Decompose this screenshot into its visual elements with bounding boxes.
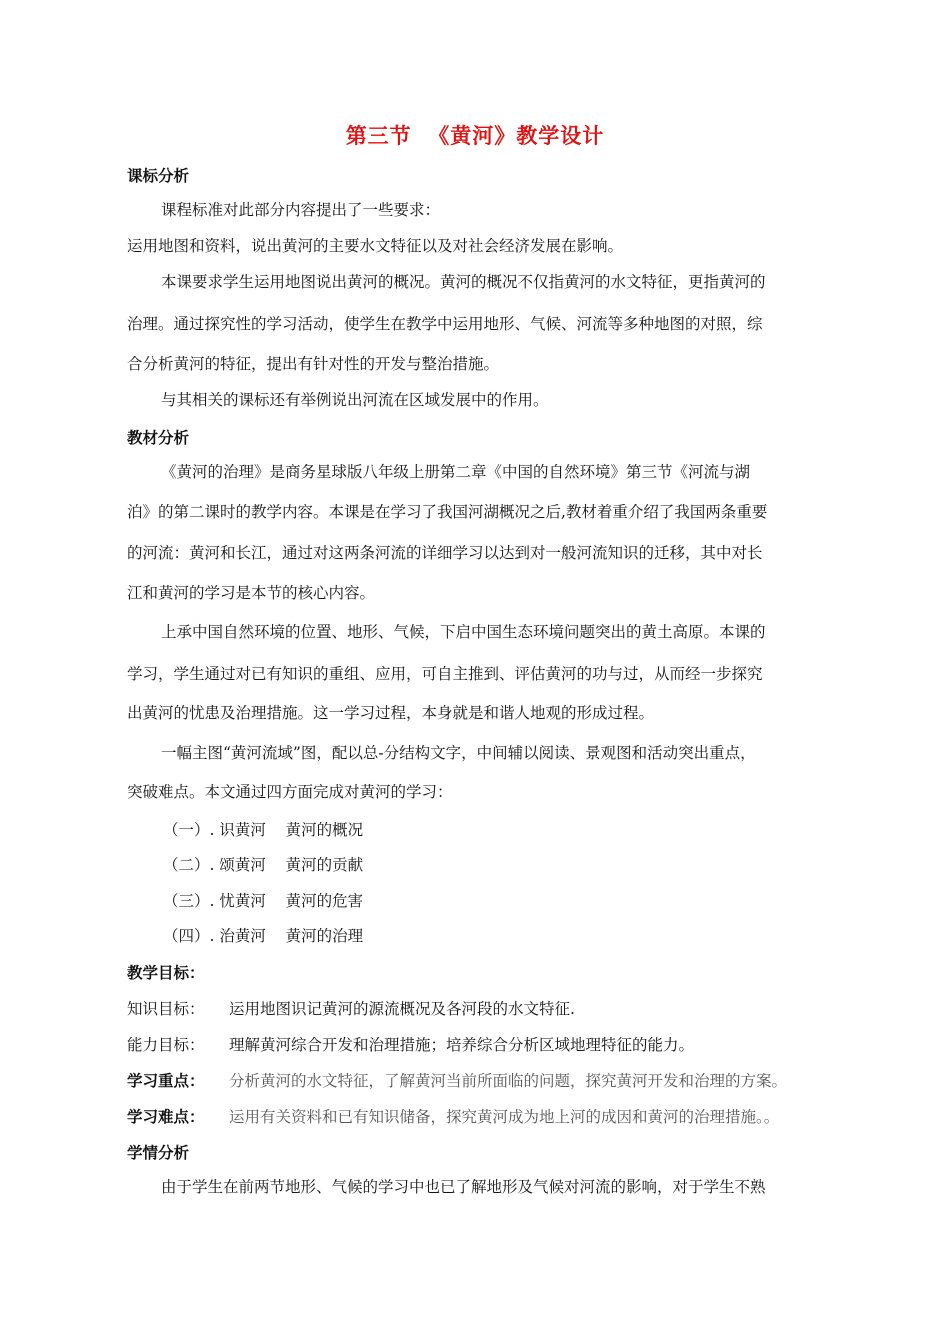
paragraph-line: 治理。通过探究性的学习活动，使学生在教学中运用地形、气候、河流等多种地图的对照，综	[127, 315, 763, 333]
knowledge-goal-text: 运用地图识记黄河的源流概况及各河段的水文特征.	[229, 1000, 575, 1018]
paragraph-line: 运用地图和资料，说出黄河的主要水文特征以及对社会经济发展在影响。	[127, 237, 624, 255]
section-heading-goals: 教学目标：	[127, 964, 205, 982]
section-heading-textbook: 教材分析	[127, 429, 190, 447]
paragraph-line: 江和黄河的学习是本节的核心内容。	[127, 584, 376, 602]
document-title: 第三节 《黄河》教学设计	[345, 124, 605, 148]
paragraph-line: 由于学生在前两节地形、气候的学习中也已了解地形及气候对河流的影响，对于学生不熟	[161, 1178, 766, 1196]
paragraph-line: 突破难点。本文通过四方面完成对黄河的学习：	[127, 783, 453, 801]
section-heading-students: 学情分析	[127, 1144, 190, 1162]
difficulty-text: 运用有关资料和已有知识储备，探究黄河成为地上河的成因和黄河的治理措施。。	[229, 1108, 780, 1126]
paragraph-line: 出黄河的忧患及治理措施。这一学习过程，本身就是和谐人地观的形成过程。	[127, 704, 655, 722]
knowledge-goal-label: 知识目标：	[127, 1000, 205, 1018]
paragraph-line: 的河流：黄河和长江，通过对这两条河流的详细学习以达到对一般河流知识的迁移，其中对长	[127, 544, 763, 562]
ability-goal-label: 能力目标：	[127, 1036, 205, 1054]
key-point-label: 学习重点：	[127, 1072, 205, 1090]
paragraph-line: 《黄河的治理》是商务星球版八年级上册第二章《中国的自然环境》第三节《河流与湖	[161, 463, 751, 481]
key-point-text: 分析黄河的水文特征，了解黄河当前所面临的问题，探究黄河开发和治理的方案。	[229, 1072, 788, 1090]
outline-item: （四）. 治黄河 黄河的治理	[163, 927, 364, 945]
paragraph-line: 课程标准对此部分内容提出了一些要求：	[161, 201, 441, 219]
outline-item: （三）. 忧黄河 黄河的危害	[163, 892, 364, 910]
paragraph-line: 学习，学生通过对已有知识的重组、应用，可自主推到、评估黄河的功与过，从而经一步探究	[127, 665, 763, 683]
section-heading-curriculum: 课标分析	[127, 167, 190, 185]
outline-item: （一）. 识黄河 黄河的概况	[163, 821, 364, 839]
outline-item: （二）. 颂黄河 黄河的贡献	[163, 856, 364, 874]
paragraph-line: 泊》的第二课时的教学内容。本课是在学习了我国河湖概况之后,教材着重介绍了我国两条重要	[127, 503, 768, 521]
paragraph-line: 合分析黄河的特征，提出有针对性的开发与整治措施。	[127, 355, 500, 373]
ability-goal-text: 理解黄河综合开发和治理措施；培养综合分析区域地理特征的能力。	[229, 1036, 695, 1054]
paragraph-line: 一幅主图“黄河流域”图，配以总-分结构文字，中间辅以阅读、景观图和活动突出重点，	[161, 744, 756, 762]
paragraph-line: 与其相关的课标还有举例说出河流在区域发展中的作用。	[161, 391, 549, 409]
paragraph-line: 上承中国自然环境的位置、地形、气候，下启中国生态环境问题突出的黄土高原。本课的	[161, 623, 766, 641]
paragraph-line: 本课要求学生运用地图说出黄河的概况。黄河的概况不仅指黄河的水文特征，更指黄河的	[161, 273, 766, 291]
difficulty-label: 学习难点：	[127, 1108, 205, 1126]
